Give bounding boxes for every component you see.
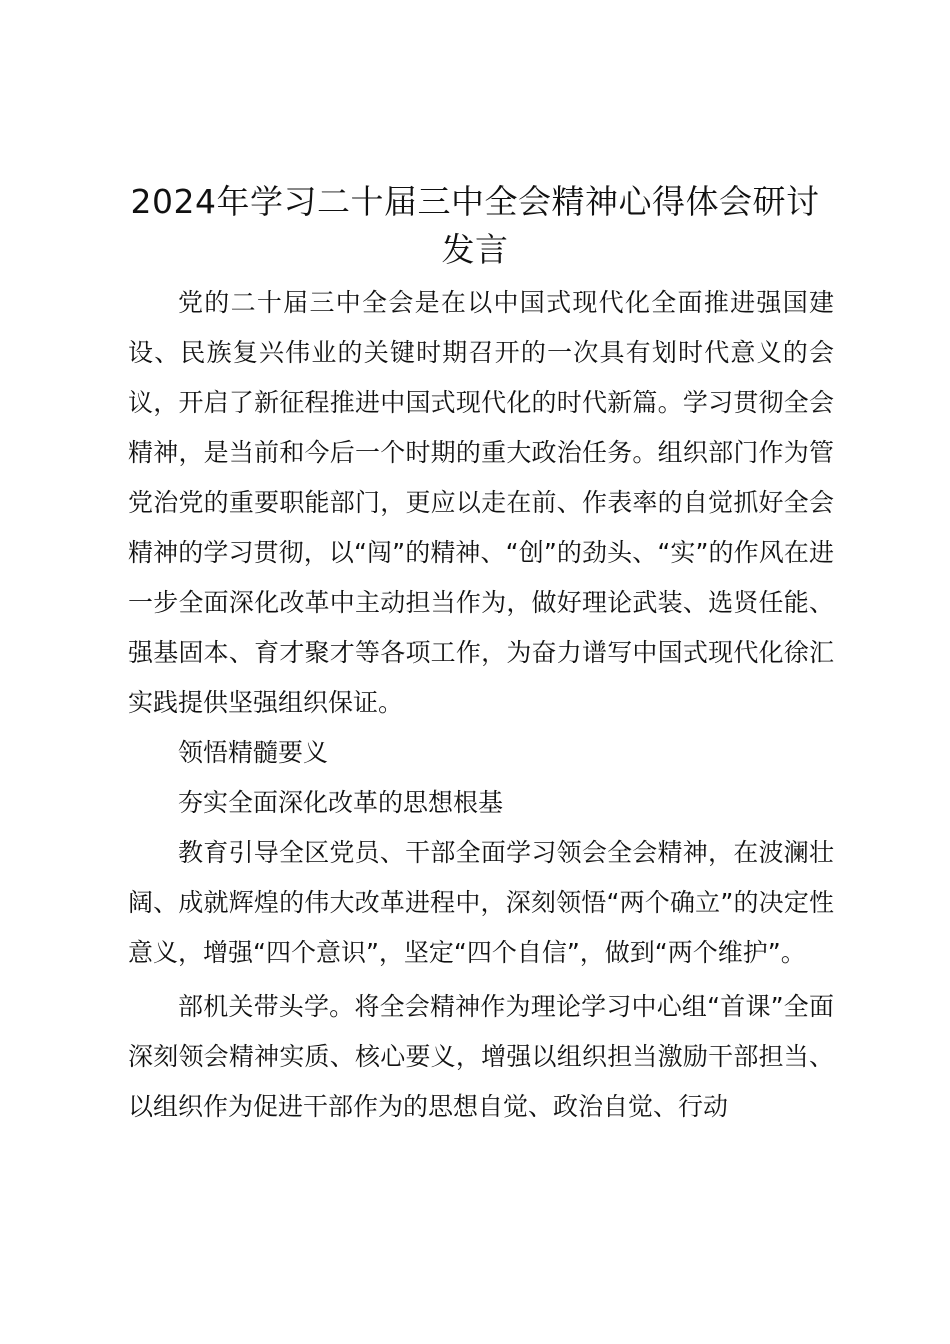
section-heading: 领悟精髓要义 <box>178 738 329 767</box>
document-body <box>128 278 834 1132</box>
document-title: 2024年学习二十届三中全会精神心得体会研讨发言 <box>130 182 820 269</box>
intro-paragraph: 党的二十届三中全会是在以中国式现代化全面推进强国建设、民族复兴伟业的关键时期召开的一次具有划时代意义的会议，开启了新征程推进中国式现代化的时代新篇。学习贯彻全会精神，是当前和今后一个时期的重大政治任务。组织部门作为管党治党的重要职能部门，更应以走在前、作表率的自觉抓好全会精神的学习贯彻，以“闯”的精神、“创”的劲头、“实”的作风在进一步全面深化改革中主动担当作为，做好理论武装、选贤任能、强基固本、育才聚才等各项工作，为奋力谱写中国式现代化徐汇实践提供坚强组织保证。 <box>128 288 834 717</box>
body-paragraph: 教育引导全区党员、干部全面学习领会全会精神，在波澜壮阔、成就辉煌的伟大改革进程中，深刻领悟“两个确立”的决定性意义，增强“四个意识”，坚定“四个自信”，做到“两个维护”。 <box>128 838 834 967</box>
body-paragraph: 部机关带头学。将全会精神作为理论学习中心组“首课”全面深刻领会精神实质、核心要义，增强以组织担当激励干部担当、以组织作为促进干部作为的思想自觉、政治自觉、行动 <box>128 992 834 1121</box>
subsection-heading: 夯实全面深化改革的思想根基 <box>178 788 504 817</box>
